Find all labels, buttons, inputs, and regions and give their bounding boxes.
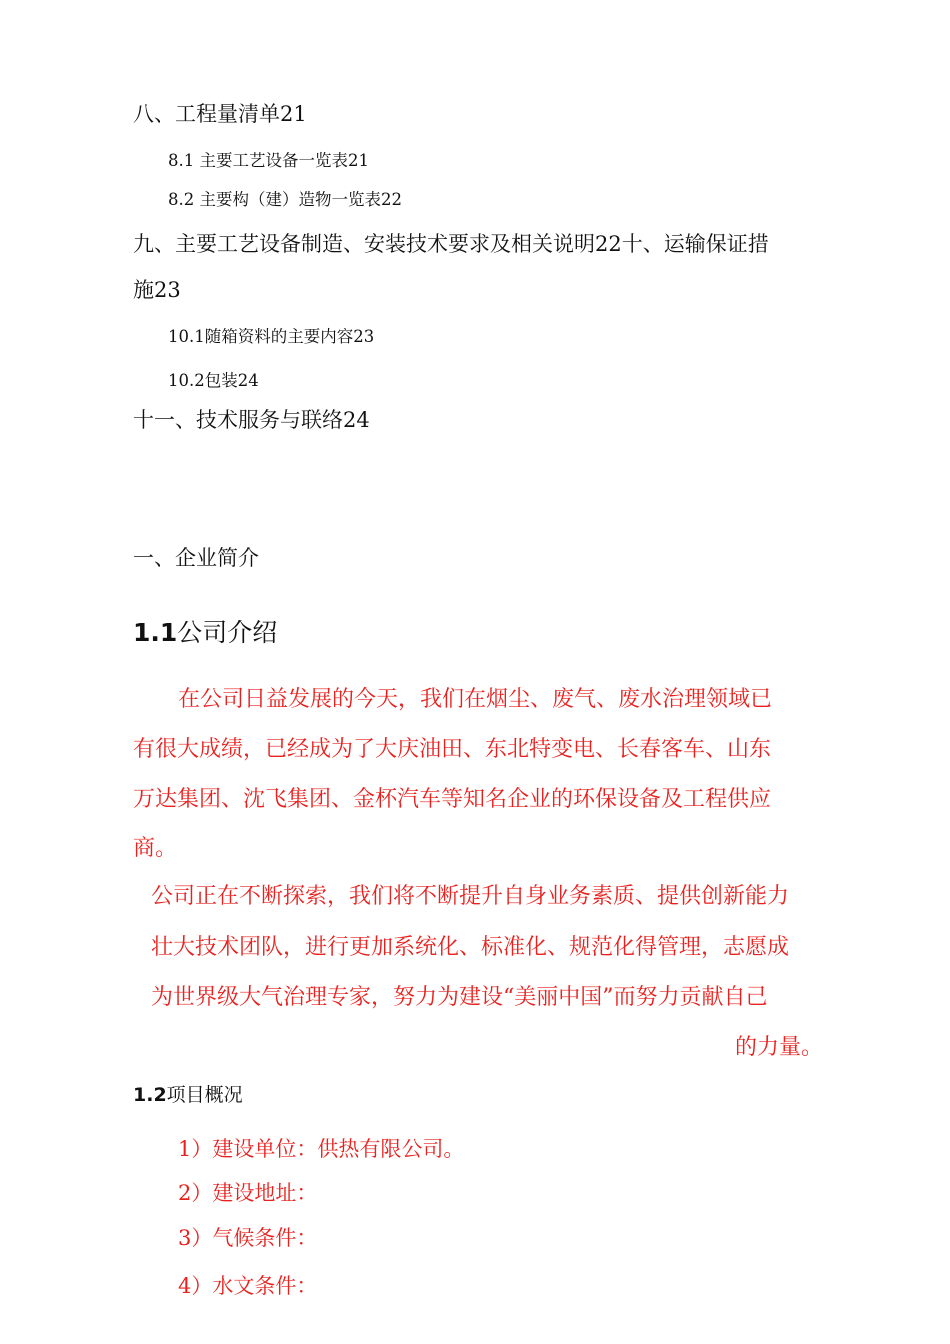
subsection-heading-1-2 [133,1080,243,1107]
paragraph-line: 有很大成绩，已经成为了大庆油田、东北特变电、长春客车、山东 [133,737,772,762]
list-item: 2）建设地址： [178,1181,318,1205]
paragraph-line: 商。 [133,836,178,861]
list-item: 1）建设单位：供热有限公司。 [178,1137,465,1161]
toc-entry-10-1: 10.1随箱资料的主要内容23 [168,327,375,346]
toc-entry-ch8: 八、工程量清单21 [133,102,307,126]
subsection-title: 公司介绍 [177,618,278,647]
paragraph-line: 万达集团、沈飞集团、金杯汽车等知名企业的环保设备及工程供应 [133,787,772,812]
toc-entry-ch11: 十一、技术服务与联络24 [133,408,370,432]
paragraph-line: 在公司日益发展的今天，我们在烟尘、废气、废水治理领域已 [178,687,773,712]
subsection-number: 1.2 [133,1084,167,1106]
paragraph-line: 为世界级大气治理专家，努力为建设“美丽中国”而努力贡献自己 [151,985,768,1010]
toc-entry-8-1: 8.1 主要工艺设备一览表21 [168,151,369,170]
section-title: 一、企业简介 [133,546,259,570]
paragraph-line: 壮大技术团队，进行更加系统化、标准化、规范化得管理，志愿成 [151,935,790,960]
subsection-heading-1-1 [133,613,277,649]
paragraph-line: 的力量。 [735,1035,824,1060]
list-item: 4）水文条件： [178,1274,318,1298]
toc-entry-ch9-line2: 施23 [133,278,181,302]
subsection-number: 1.1 [133,618,178,647]
paragraph-line: 公司正在不断探索，我们将不断提升自身业务素质、提供创新能力 [151,884,790,909]
toc-entry-8-2: 8.2 主要构（建）造物一览表22 [168,190,402,209]
toc-entry-10-2: 10.2包装24 [168,371,259,390]
subsection-title: 项目概况 [166,1084,243,1106]
toc-entry-ch9-line1: 九、主要工艺设备制造、安装技术要求及相关说明22十、运输保证措 [133,232,769,256]
list-item: 3）气候条件： [178,1226,318,1250]
